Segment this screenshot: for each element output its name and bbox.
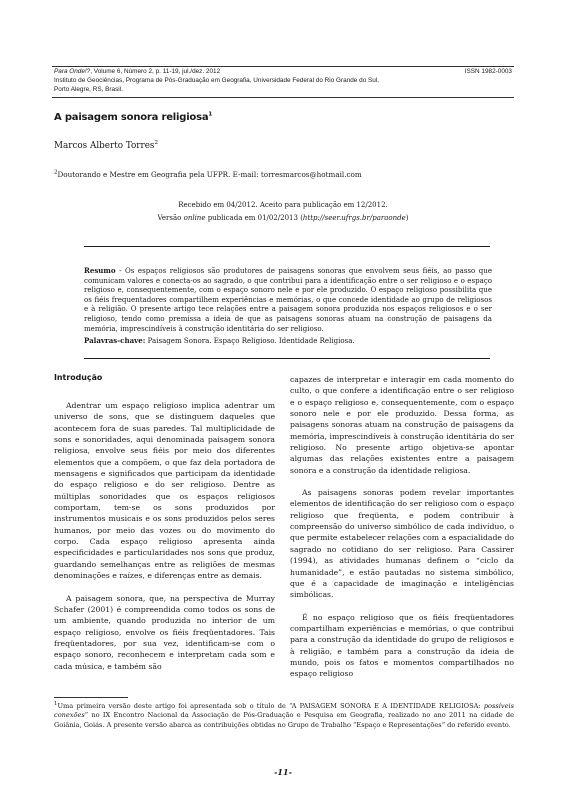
abstract-top-rule	[84, 246, 490, 247]
journal-name: Para Onde!?	[54, 68, 91, 75]
paragraph: capazes de interpretar e interagir em cada momento do culto, o que confere a identificação entre o ser religioso e o espaço religioso e, consequentemente, com o espaço sonoro nele e por ele produzido. Dessa forma, as paisagens sonoras atuam na construção de paisagens da memória, imprescindíveis à construção identitária do ser religioso. No presente artigo objetiva-se apontar algumas das relações existentes entre a paisagem sonora e a construção da identidade religiosa.	[290, 375, 514, 475]
affiliation	[54, 170, 362, 179]
institution-line-1: Instituto de Geociências, Programa de Pós-Graduação em Geografia, Universidade Federal do Rio Grande do Sul,	[54, 77, 380, 84]
footnote-rule	[54, 697, 128, 698]
institution-line-2: Porto Alegre, RS, Brasil.	[54, 86, 123, 93]
title-footnote-mark: 1	[208, 111, 213, 118]
affiliation-text: Doutorando e Mestre em Geografia pela UFPR. E-mail: torresmarcos@hotmail.com	[57, 170, 362, 179]
article-title	[54, 112, 212, 123]
right-column	[290, 374, 514, 680]
abstract-label: Resumo	[84, 266, 116, 275]
abstract-bottom-rule	[84, 358, 490, 359]
author-note-mark: 2	[154, 140, 158, 147]
abstract-text: - Os espaços religiosos são produtores de paisagens sonoras que envolvem seus fiéis, ao passo que comunicam valores e conecta-os ao sagrado, o que contribui para a identificação entre o ser religioso e o espaço religioso e, consequentemente, com o espaço sonoro nele e por ele produzido. O espaço religioso possibilita que os fiéis frequentadores compartilhem experiências e memórias, o que concede identidade ao grupo de religiosos e à religião. O presente artigo tece relações entre a paisagem sonora produzida nos espaços religiosos e o ser religioso, tendo como premissa a ideia de que as paisagens sonoras atuam na construção de paisagens da memória, imprescindíveis à construção identitária do ser religioso.	[84, 266, 492, 333]
issn: ISSN 1982-0003	[464, 68, 512, 75]
page-number: -11-	[274, 767, 292, 777]
footnote-post: ” no IX Encontro Nacional da Associação de Pós-Graduação e Pesquisa em Geografia, realizado no ano 2011 na cidade de Goiânia, Goiás. A presente versão abarca as contribuições obtidas no Grupo de Trabalho “Espaço e Representações” do referido evento.	[54, 711, 514, 729]
received-date: Recebido em 04/2012. Aceito para publicação em 12/2012.	[178, 201, 388, 209]
header-bottom-rule	[52, 97, 514, 98]
paragraph: Adentrar um espaço religioso implica adentrar um universo de sons, que se distinguem daqueles que acontecem fora de suas paredes. Tal multiplicidade de sons e sonoridades, aqui denominada paisagem sonora religiosa, envolve seus fiéis por meio dos diferentes elementos que a compõem, o que faz dela portadora de mensagens e significados que participam da identidade do espaço religioso e do ser religioso. Dentre as múltiplas sonoridades que os espaços religiosos comportam, tem-se os sons produzidos por instrumentos musicais e os sons produzidos pelos seres humanos, por meio das vozes ou do movimento do corpo. Cada espaço religioso apresenta ainda especificidades e particularidades nos sons que produz, guardando semelhanças entre as religiões de mesmas denominações e raízes, e diferenças entre as demais.	[54, 401, 275, 581]
online-publication	[54, 214, 512, 222]
keywords-text: Paisagem Sonora. Espaço Religioso. Identidade Religiosa.	[145, 336, 355, 345]
author-name: Marcos Alberto Torres	[54, 141, 155, 151]
online-mid: publicada em 01/02/2013 (	[205, 214, 303, 222]
author	[54, 141, 158, 151]
footnote-pre: Uma primeira versão deste artigo foi apresentada sob o título de “A PAISAGEM SONORA E A IDENTIDADE RELIGIOSA:	[57, 702, 484, 710]
online-pre: Versão	[157, 214, 184, 222]
paragraph: É no espaço religioso que os fiéis freqüentadores compartilham experiências e memórias, o que contribui para a construção da identidade do grupo de religiosos e à religião, e também para a construção da ideia de mundo, pois os fatos e momentos compartilhados no espaço religioso	[290, 612, 514, 679]
online-post: )	[405, 214, 409, 222]
keywords	[84, 336, 492, 346]
online-word: online	[183, 214, 206, 222]
journal-citation-rest: , Volume 6, Número 2, p. 11-19, jul./dez. 2012	[90, 68, 221, 75]
left-column	[54, 372, 275, 672]
footnote	[54, 702, 514, 730]
section-heading: Introdução	[54, 373, 103, 382]
header-top-rule	[52, 66, 514, 67]
footnote-mark: 1	[54, 700, 58, 707]
keywords-label: Palavras-chave:	[84, 336, 146, 345]
article-title-text: A paisagem sonora religiosa	[54, 112, 209, 123]
affiliation-note-mark: 2	[54, 169, 58, 176]
journal-url: http://seer.ufrgs.br/paraonde	[302, 214, 406, 222]
footnote-italic: possíveis conexões	[54, 702, 514, 720]
paragraph: As paisagens sonoras podem revelar importantes elementos de identificação do ser religioso com o espaço religioso que freqüenta, e podem contribuir à compreensão do universo simbólico de cada indivíduo, o que permite estabelecer relações com a espacialidade do sagrado no cotidiano do ser religioso. Para Cassirer (1994), as atividades humanas definem o “ciclo da humanidade”, e estão pautadas no sistema simbólico, que é a capacidade de imaginação e inteligências simbólicas.	[290, 488, 514, 600]
abstract	[84, 266, 492, 333]
journal-citation	[54, 68, 220, 76]
paragraph: A paisagem sonora, que, na perspectiva de Murray Schafer (2001) é compreendida como todos os sons de um ambiente, quando produzida no interior de um espaço religioso, envolve os fiéis freqüentadores. Tais freqüentadores, por sua vez, identificam-se com o espaço sonoro, reconhecem e interpretam cada som e cada música, e também são	[54, 593, 275, 671]
